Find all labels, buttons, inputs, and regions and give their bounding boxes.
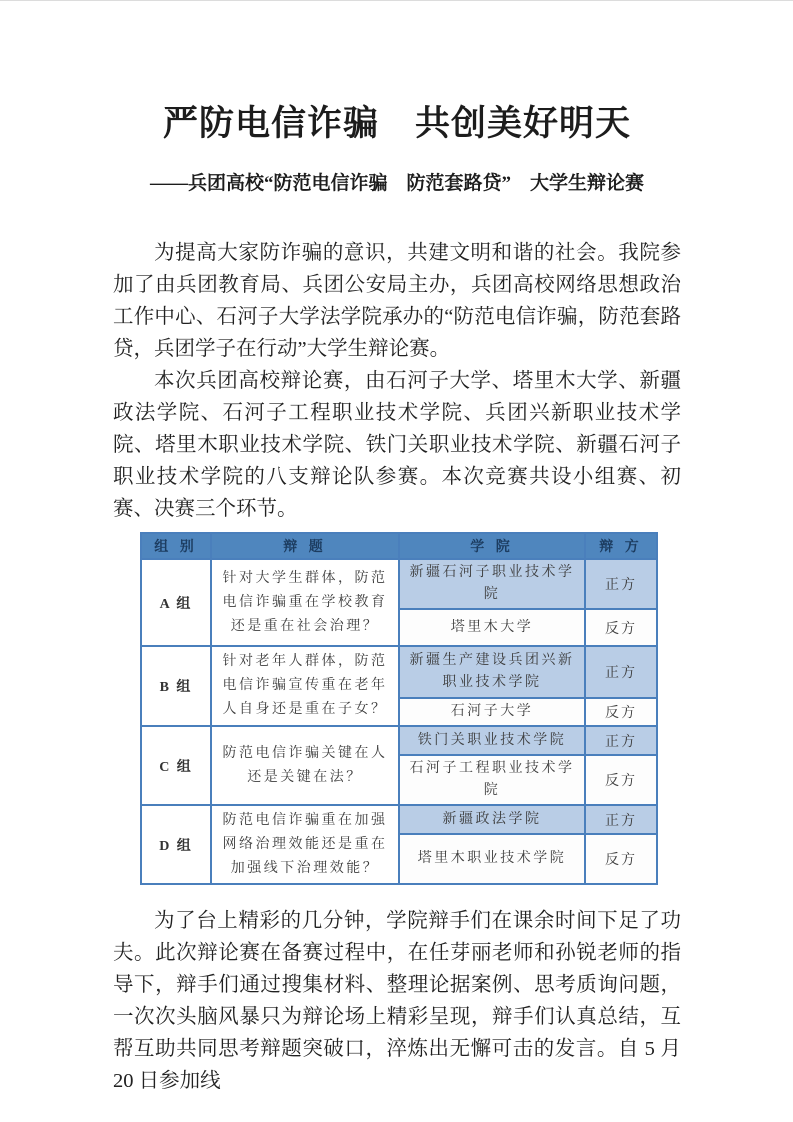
group-label-c: C 组 <box>141 726 211 805</box>
table-row <box>141 726 657 755</box>
header-topic: 辩 题 <box>211 533 399 559</box>
paragraph-preparation: 为了台上精彩的几分钟，学院辩手们在课余时间下足了功夫。此次辩论赛在备赛过程中，在任芽丽老师和孙锐老师的指导下，辩手们通过搜集材料、整理论据案例、思考质询问题，一次次头脑风暴只为辩论场上精彩呈现，辩手们认真总结，互帮互助共同思考辩题突破口，淬炼出无懈可击的发言。自 5 月 20 日参加线 <box>113 910 681 1092</box>
school-cell: 新疆生产建设兵团兴新职业技术学院 <box>399 646 585 698</box>
page-title: 严防电信诈骗 共创美好明天 <box>162 104 631 143</box>
side-cell: 正方 <box>585 726 657 755</box>
table-row <box>141 646 657 698</box>
body-text-block <box>113 237 681 525</box>
topic-b: 针对老年人群体，防范电信诈骗宣传重在老年人自身还是重在子女？ <box>211 646 399 726</box>
table-row <box>141 805 657 834</box>
side-cell: 正方 <box>585 805 657 834</box>
table-header-row <box>141 533 657 559</box>
topic-a: 针对大学生群体，防范电信诈骗重在学校教育还是重在社会治理？ <box>211 559 399 646</box>
closing-text-block <box>113 905 681 1097</box>
side-cell: 反方 <box>585 834 657 884</box>
school-cell: 铁门关职业技术学院 <box>399 726 585 755</box>
group-label-b: B 组 <box>141 646 211 726</box>
school-cell: 新疆石河子职业技术学院 <box>399 559 585 609</box>
group-label-a: A 组 <box>141 559 211 646</box>
header-side: 辩 方 <box>585 533 657 559</box>
paragraph-intro: 为提高大家防诈骗的意识，共建文明和谐的社会。我院参加了由兵团教育局、兵团公安局主办，兵团高校网络思想政治工作中心、石河子大学法学院承办的“防范电信诈骗，防范套路贷，兵团学子在行动”大学生辩论赛。 <box>113 242 681 360</box>
topic-d: 防范电信诈骗重在加强网络治理效能还是重在加强线下治理效能？ <box>211 805 399 884</box>
side-cell: 反方 <box>585 755 657 805</box>
school-cell: 石河子工程职业技术学院 <box>399 755 585 805</box>
paragraph-teams: 本次兵团高校辩论赛，由石河子大学、塔里木大学、新疆政法学院、石河子工程职业技术学院、兵团兴新职业技术学院、塔里木职业技术学院、铁门关职业技术学院、新疆石河子职业技术学院的八支辩论队参赛。本次竞赛共设小组赛、初赛、决赛三个环节。 <box>113 370 681 520</box>
side-cell: 正方 <box>585 646 657 698</box>
side-cell: 反方 <box>585 698 657 726</box>
page-subtitle: ——兵团高校“防范电信诈骗 防范套路贷” 大学生辩论赛 <box>149 173 644 194</box>
header-group: 组 别 <box>141 533 211 559</box>
side-cell: 正方 <box>585 559 657 609</box>
page-top-edge <box>0 0 793 1</box>
header-school: 学 院 <box>399 533 585 559</box>
school-cell: 新疆政法学院 <box>399 805 585 834</box>
side-cell: 反方 <box>585 609 657 646</box>
school-cell: 塔里木职业技术学院 <box>399 834 585 884</box>
debate-table <box>140 532 658 885</box>
school-cell: 塔里木大学 <box>399 609 585 646</box>
school-cell: 石河子大学 <box>399 698 585 726</box>
group-label-d: D 组 <box>141 805 211 884</box>
table-row <box>141 559 657 609</box>
debate-table-wrapper <box>140 532 656 885</box>
topic-c: 防范电信诈骗关键在人还是关键在法？ <box>211 726 399 805</box>
